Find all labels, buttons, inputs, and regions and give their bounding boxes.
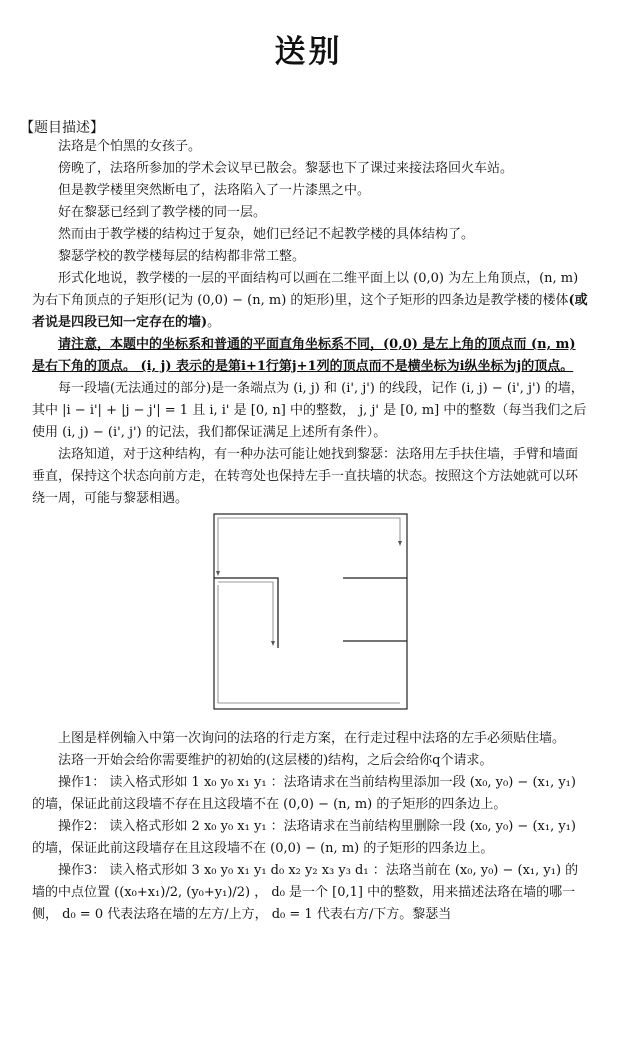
- paragraph: 然而由于教学楼的结构过于复杂，她们已经记不起教学楼的具体结构了。: [58, 227, 475, 242]
- paragraph: 但是教学楼里突然断电了，法珞陷入了一片漆黑之中。: [58, 183, 371, 198]
- sample-walk-figure: [213, 513, 408, 710]
- operations-intro: 法珞一开始会给你需要维护的初始的(这层楼的)结构，之后会给你q个请求。: [58, 753, 493, 768]
- paragraph: 黎瑟学校的教学楼每层的结构都非常工整。: [58, 249, 306, 264]
- paragraph: 法珞是个怕黑的女孩子。: [58, 139, 202, 154]
- formal-text: 形式化地说，教学楼的一层的平面结构可以画在二维平面上以 (0,0) 为左上角顶点，(n, m) 为右下角顶点的子矩形(记为 (0,0) − (n, m) 的矩形)里，这个子矩形的四条边是教学楼的楼体: [32, 271, 579, 308]
- formal-definition-paragraph: [32, 268, 588, 334]
- section-heading: 【题目描述】: [20, 120, 104, 136]
- wall-definition-paragraph: 每一段墙(无法通过的部分)是一条端点为 (i, j) 和 (i', j') 的线段，记作 (i, j) − (i', j') 的墙，其中 |i − i'| + |j − j'| = 1 且 i, i' 是 [0, n] 中的整数， j, j' 是 [0, m] 中的整数（每当我们之后使用 (i, j) − (i', j') 的记法，我们都保证满足上述所有条件）。: [32, 381, 587, 440]
- coordinate-notice: 请注意，本题中的坐标系和普通的平面直角坐标系不同，(0,0) 是左上角的顶点而 (n, m) 是右下角的顶点。 (i, j) 表示的是第i+1行第j+1列的顶点而不是横坐标为i纵坐标为j的顶点。: [32, 337, 576, 374]
- formal-emphasis: (或者说是四段已知一定存在的墙): [32, 293, 588, 330]
- operation-3: 操作3： 读入格式形如 3 x₀ y₀ x₁ y₁ d₀ x₂ y₂ x₃ y₃ d₁ ：法珞当前在 (x₀, y₀) − (x₁, y₁) 的墙的中点位置 ((x₀+x₁)/2, (y₀+y₁)/2) ， d₀ 是一个 [0,1] 中的整数，用来描述法珞在墙的哪一侧， d₀ = 0 代表法珞在墙的左方/上方， d₀ = 1 代表右方/下方。黎瑟当: [32, 863, 579, 922]
- operation-1: 操作1： 读入格式形如 1 x₀ y₀ x₁ y₁ ：法珞请求在当前结构里添加一段 (x₀, y₀) − (x₁, y₁) 的墙，保证此前这段墙不存在且这段墙不在 (0,0) − (n, m) 的子矩形的四条边上。: [32, 775, 576, 812]
- page-title: 送别: [274, 34, 343, 70]
- outer-wall: [214, 514, 407, 709]
- strategy-paragraph: 法珞知道，对于这种结构，有一种办法可能让她找到黎瑟：法珞用左手扶住墙，手臂和墙面垂直，保持这个状态向前方走，在转弯处也保持左手一直扶墙的状态。按照这个方法她就可以环绕一周，可能与黎瑟相遇。: [32, 447, 579, 506]
- paragraph: 好在黎瑟已经到了教学楼的同一层。: [58, 205, 267, 220]
- figure-caption: 上图是样例输入中第一次询问的法珞的行走方案，在行走过程中法珞的左手必须贴住墙。: [58, 731, 566, 746]
- operation-2: 操作2： 读入格式形如 2 x₀ y₀ x₁ y₁ ：法珞请求在当前结构里删除一段 (x₀, y₀) − (x₁, y₁) 的墙，保证此前这段墙存在且这段墙不在 (0,0) − (n, m) 的子矩形的四条边上。: [32, 819, 576, 856]
- formal-end: 。: [207, 315, 221, 330]
- paragraph: 傍晚了，法珞所参加的学术会议早已散会。黎瑟也下了课过来接法珞回火车站。: [58, 161, 514, 176]
